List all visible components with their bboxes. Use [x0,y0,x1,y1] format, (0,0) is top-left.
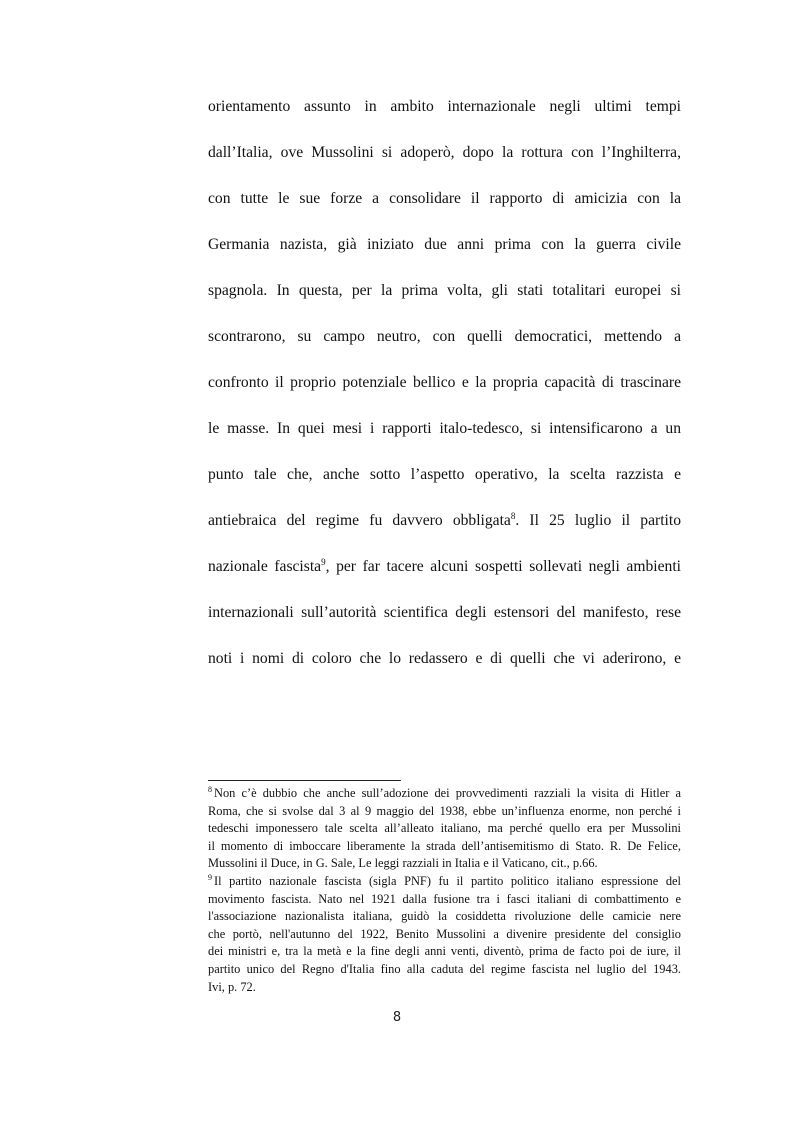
body-line: Germania nazista, già iniziato due anni prima con la guerra civile [208,236,681,253]
body-text-segment: antiebraica del regime fu davvero obbligata [208,512,511,529]
footnote-line [208,873,681,891]
footnote-line [208,785,681,803]
body-line: confronto il proprio potenziale bellico e la propria capacità di trascinare [208,374,681,391]
page-number: 8 [392,1010,402,1025]
footnote-divider [208,780,401,781]
footnote-number: 9 [208,872,212,882]
body-line [208,544,681,590]
body-line [208,498,681,544]
footnote-9 [208,873,681,996]
footnote-reference-9[interactable]: 9 [321,557,326,567]
footnote-line: il momento di imboccare liberamente la strada dell’antisemitismo di Stato. R. De Felice, [208,838,681,853]
body-text-segment: nazionale fascista [208,558,322,575]
body-text-segment: . Il 25 luglio il partito [515,512,681,529]
footnote-number: 8 [208,785,212,794]
footnote-text: Il partito nazionale fascista (sigla PNF) fu il partito politico italiano espressione del [214,873,681,888]
body-line: le masse. In quei mesi i rapporti italo-tedesco, si intensificarono a un [208,420,681,437]
footnote-line: Ivi, p. 72. [208,979,256,994]
footnote-text: Non c’è dubbio che anche sull’adozione dei provvedimenti razziali la visita di Hitler a [214,786,681,800]
body-line: punto tale che, anche sotto l’aspetto operativo, la scelta razzista e [208,466,681,483]
footnote-line: l'associazione nazionalista italiana, guidò la cosiddetta rivoluzione delle camicie nere [208,909,681,924]
footnote-line: che portò, nell'autunno del 1922, Benito Mussolini a divenire presidente del consiglio [208,926,681,941]
footnote-line: Mussolini il Duce, in G. Sale, Le leggi razziali in Italia e il Vaticano, cit., p.66. [208,856,598,871]
footnotes [208,785,681,996]
body-text-segment: , per far tacere alcuni sospetti sollevati negli ambienti [325,558,681,575]
body-line: scontrarono, su campo neutro, con quelli democratici, mettendo a [208,328,681,345]
body-line: orientamento assunto in ambito internazionale negli ultimi tempi [208,98,681,115]
body-line: internazionali sull’autorità scientifica degli estensori del manifesto, rese [208,604,681,621]
footnote-line: partito unico del Regno d'Italia fino alla caduta del regime fascista nel luglio del 1943. [208,961,681,976]
body-line: spagnola. In questa, per la prima volta, gli stati totalitari europei si [208,282,681,299]
body-line: con tutte le sue forze a consolidare il rapporto di amicizia con la [208,190,681,207]
footnote-line: movimento fascista. Nato nel 1921 dalla fusione tra i fasci italiani di combattimento e [208,891,681,906]
footnote-reference-8[interactable]: 8 [510,511,516,521]
footnote-line: dei ministri e, tra la metà e la fine degli anni venti, diventò, prima de facto poi de iure, il [208,944,681,959]
footnote-line: Roma, che si svolse dal 3 al 9 maggio del 1938, ebbe un’influenza enorme, non perché i [208,803,681,818]
footnote-line: tedeschi imponessero tale scelta all’alleato italiano, ma perché quello era per Mussolini [208,821,681,836]
footnote-8 [208,785,681,873]
body-text [208,84,681,682]
body-line: noti i nomi di coloro che lo redassero e di quelli che vi aderirono, e [208,650,681,667]
body-line: dall’Italia, ove Mussolini si adoperò, dopo la rottura con l’Inghilterra, [208,144,681,161]
